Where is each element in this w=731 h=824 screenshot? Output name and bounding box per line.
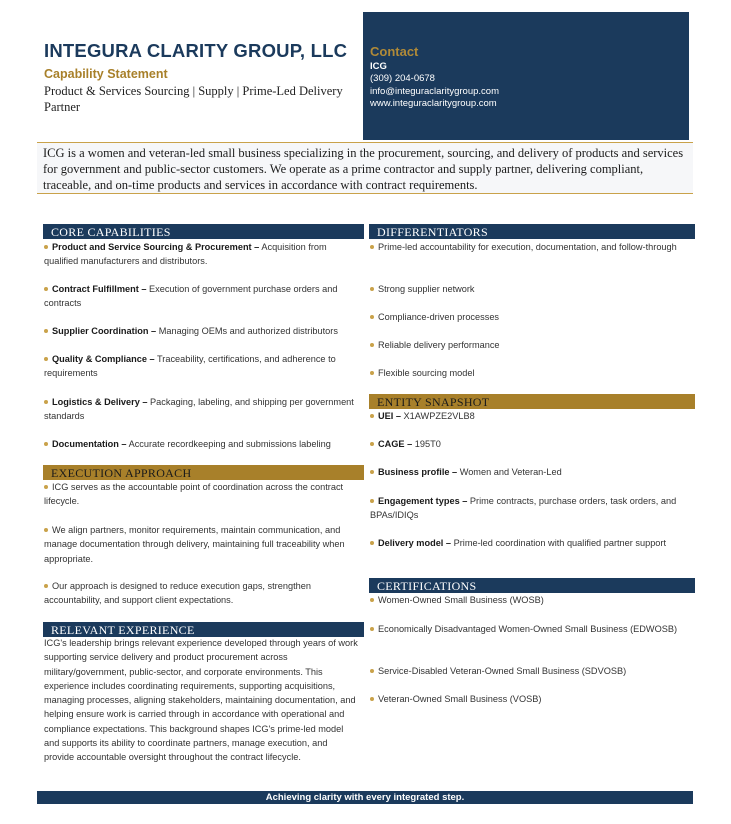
bullet-icon	[370, 245, 374, 249]
bullet-icon	[370, 414, 374, 418]
list-item: Supplier Coordination – Managing OEMs and authorized distributors	[44, 324, 360, 338]
bullet-icon	[370, 470, 374, 474]
list-item: CAGE – 195T0	[370, 437, 686, 451]
relevant-experience-heading: RELEVANT EXPERIENCE	[43, 622, 364, 637]
list-item: Delivery model – Prime-led coordination with qualified partner support	[370, 536, 686, 550]
certifications-heading: CERTIFICATIONS	[369, 578, 695, 593]
bullet-icon	[370, 442, 374, 446]
bullet-icon	[44, 528, 48, 532]
document-subtitle: Capability Statement	[44, 67, 168, 81]
entity-snapshot-heading: ENTITY SNAPSHOT	[369, 394, 695, 409]
list-item: ICG serves as the accountable point of coordination across the contract lifecycle.	[44, 482, 344, 507]
bullet-icon	[370, 627, 374, 631]
differentiators-heading: DIFFERENTIATORS	[369, 224, 695, 239]
list-item: Service-Disabled Veteran-Owned Small Business (SDVOSB)	[370, 664, 686, 678]
bullet-icon	[44, 329, 48, 333]
list-item: Prime-led accountability for execution, documentation, and follow-through	[370, 240, 686, 254]
bullet-icon	[370, 541, 374, 545]
list-item: Product and Service Sourcing & Procurement – Acquisition from qualified manufacturers and distributors.	[44, 242, 327, 267]
list-item: Business profile – Women and Veteran-Led	[370, 465, 686, 479]
list-item: Logistics & Delivery – Packaging, labeling, and shipping per government standards	[44, 397, 354, 422]
list-item: Documentation – Accurate recordkeeping and submissions labeling	[44, 437, 360, 451]
list-item: Compliance-driven processes	[370, 310, 686, 324]
footer-banner: Achieving clarity with every integrated step.	[37, 791, 693, 804]
bullet-icon	[370, 697, 374, 701]
tagline: Product & Services Sourcing | Supply | Prime-Led Delivery Partner	[44, 84, 343, 114]
list-item: Our approach is designed to reduce execution gaps, strengthen accountability, and support client expectations.	[44, 581, 311, 606]
contact-website-link[interactable]: www.integuraclaritygroup.com	[370, 98, 497, 109]
bullet-icon	[44, 245, 48, 249]
bullet-icon	[44, 584, 48, 588]
contact-title: Contact	[370, 44, 419, 59]
execution-approach-heading: EXECUTION APPROACH	[43, 465, 364, 480]
bullet-icon	[370, 669, 374, 673]
core-capabilities-heading: CORE CAPABILITIES	[43, 224, 364, 239]
contact-abbr: ICG	[370, 61, 387, 72]
list-item: Veteran-Owned Small Business (VOSB)	[370, 692, 686, 706]
list-item: Flexible sourcing model	[370, 366, 686, 380]
bullet-icon	[370, 371, 374, 375]
bullet-icon	[370, 343, 374, 347]
list-item: Contract Fulfillment – Execution of government purchase orders and contracts	[44, 284, 338, 309]
bullet-icon	[44, 442, 48, 446]
bullet-icon	[370, 499, 374, 503]
list-item: Economically Disadvantaged Women-Owned Small Business (EDWOSB)	[370, 622, 686, 636]
experience-paragraph: ICG's leadership brings relevant experience developed through years of work supporting service delivery and product procurement across military/government, public-sector, and corporate environments. This experience includes coordinating requirements, supporting acquisitions, managing processes, aligning stakeholders, maintaining documentation, and helping ensure work is carried through in accordance with operational and compliance expectations. This background shapes ICG's prime-led model and supports its ability to coordinate partners, manage execution, and provide accountable oversight throughout the contract lifecycle.	[44, 638, 358, 763]
bullet-icon	[370, 598, 374, 602]
bullet-icon	[44, 287, 48, 291]
bullet-icon	[370, 287, 374, 291]
list-item: Women-Owned Small Business (WOSB)	[370, 593, 686, 607]
list-item: Strong supplier network	[370, 282, 686, 296]
bullet-icon	[44, 485, 48, 489]
bullet-icon	[370, 315, 374, 319]
list-item: UEI – X1AWPZE2VLB8	[370, 409, 686, 423]
contact-phone[interactable]: (309) 204-0678	[370, 73, 435, 84]
company-name: INTEGURA CLARITY GROUP, LLC	[44, 40, 348, 61]
list-item: Reliable delivery performance	[370, 338, 686, 352]
bullet-icon	[44, 400, 48, 404]
list-item: We align partners, monitor requirements, maintain communication, and manage documentation through delivery, maintaining full traceability when appropriate.	[44, 525, 345, 564]
intro-paragraph: ICG is a women and veteran-led small business specializing in the procurement, sourcing, and delivery of products and services for government and public-sector customers. We operate as a prime contractor and supply partner, delivering compliant, traceable, and on-time products and services in accordance with contract requirements.	[37, 142, 693, 194]
contact-email-link[interactable]: info@integuraclaritygroup.com	[370, 86, 499, 97]
list-item: Quality & Compliance – Traceability, certifications, and adherence to requirements	[44, 354, 336, 379]
bullet-icon	[44, 357, 48, 361]
list-item: Engagement types – Prime contracts, purchase orders, task orders, and BPAs/IDIQs	[370, 496, 677, 521]
